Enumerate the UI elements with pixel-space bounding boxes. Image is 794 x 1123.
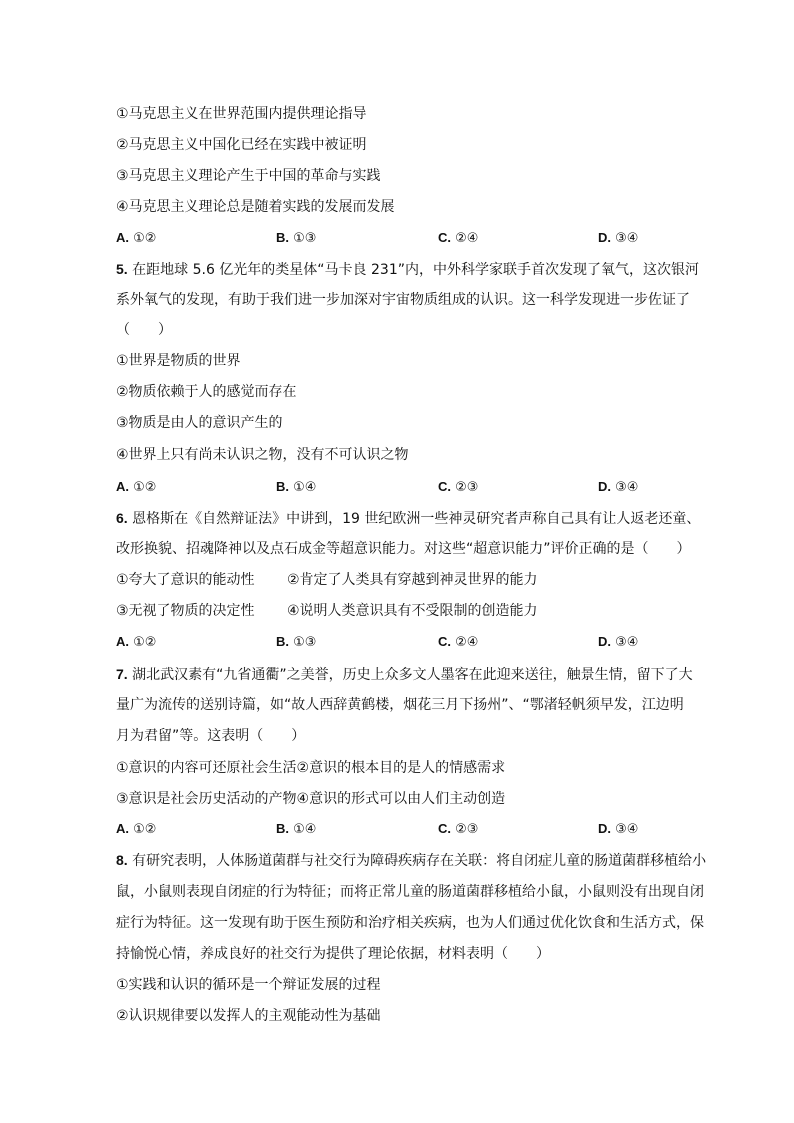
q8-stem-line-4: 持愉悦心情，养成良好的社交行为提供了理论依据，材料表明（ ）: [116, 946, 550, 962]
q6-stem-line-1: 6. 恩格斯在《自然辩证法》中讲到，19 世纪欧洲一些神灵研究者声称自己具有让人返老还童、: [116, 510, 701, 527]
q6-statement-1: ①夸大了意识的能动性: [116, 572, 255, 588]
q5-option-c: C. ②③: [438, 479, 479, 495]
q4-option-b: B. ①③: [276, 230, 317, 246]
q6-stem-line-2: 改形换貌、招魂降神以及点石成金等超意识能力。对这些“超意识能力”评价正确的是（ ）: [116, 541, 691, 557]
q7-statements-line-2: ③意识是社会历史活动的产物④意识的形式可以由人们主动创造: [116, 791, 506, 807]
q7-stem-line-3: 月为君留”等。这表明（ ）: [116, 728, 306, 744]
q5-stem-line-2: 系外氧气的发现，有助于我们进一步加深对宇宙物质组成的认识。这一科学发现进一步佐证了: [116, 292, 690, 308]
q5-statement-1: ①世界是物质的世界: [116, 353, 241, 369]
q4-statement-3: ③马克思主义理论产生于中国的革命与实践: [116, 168, 381, 184]
q5-statement-3: ③物质是由人的意识产生的: [116, 415, 283, 431]
q8-stem-line-1: 8. 有研究表明，人体肠道菌群与社交行为障碍疾病存在关联：将自闭症儿童的肠道菌群移植给小: [116, 852, 707, 869]
q7-option-c: C. ②③: [438, 821, 479, 837]
q8-number: 8.: [116, 852, 128, 868]
q6-option-b: B. ①③: [276, 634, 317, 650]
q7-stem-line-1: 7. 湖北武汉素有“九省通衢”之美誉，历史上众多文人墨客在此迎来送往，触景生情，留下了大: [116, 666, 693, 683]
q7-option-d: D. ③④: [598, 821, 639, 837]
q4-statement-2: ②马克思主义中国化已经在实践中被证明: [116, 137, 367, 153]
q5-option-d: D. ③④: [598, 479, 639, 495]
q5-stem-line-1: 5. 在距地球 5.6 亿光年的类星体“马卡良 231”内，中外科学家联手首次发现了氧气，这次银河: [116, 261, 699, 278]
q4-statement-1: ①马克思主义在世界范围内提供理论指导: [116, 106, 367, 122]
q5-stem-line-3: （ ）: [116, 322, 172, 338]
q6-option-a: A. ①②: [116, 634, 157, 650]
q4-option-d: D. ③④: [598, 230, 639, 246]
q8-stem-line-2: 鼠，小鼠则表现自闭症的行为特征；而将正常儿童的肠道菌群移植给小鼠，小鼠则没有出现自闭: [116, 884, 704, 900]
q6-statement-4: ④说明人类意识具有不受限制的创造能力: [287, 603, 538, 619]
q7-option-b: B. ①④: [276, 821, 317, 837]
q6-statement-3: ③无视了物质的决定性: [116, 603, 255, 619]
q5-statement-2: ②物质依赖于人的感觉而存在: [116, 384, 297, 400]
q6-statement-2: ②肯定了人类具有穿越到神灵世界的能力: [287, 572, 538, 588]
q7-option-a: A. ①②: [116, 821, 157, 837]
q5-option-a: A. ①②: [116, 479, 157, 495]
q7-statements-line-1: ①意识的内容可还原社会生活②意识的根本目的是人的情感需求: [116, 760, 506, 776]
q5-option-b: B. ①④: [276, 479, 317, 495]
q6-option-c: C. ②④: [438, 634, 479, 650]
q4-statement-4: ④马克思主义理论总是随着实践的发展而发展: [116, 199, 395, 215]
q4-option-a: A. ①②: [116, 230, 157, 246]
q5-statement-4: ④世界上只有尚未认识之物，没有不可认识之物: [116, 447, 409, 463]
q6-option-d: D. ③④: [598, 634, 639, 650]
q5-number: 5.: [116, 261, 128, 277]
q6-number: 6.: [116, 510, 128, 526]
q4-option-c: C. ②④: [438, 230, 479, 246]
q7-stem-line-2: 量广为流传的送别诗篇，如“故人西辞黄鹤楼，烟花三月下扬州”、“鄂渚轻帆须早发，江边明: [116, 697, 684, 713]
q8-statement-2: ②认识规律要以发挥人的主观能动性为基础: [116, 1008, 381, 1024]
q8-stem-line-3: 症行为特征。这一发现有助于医生预防和治疗相关疾病，也为人们通过优化饮食和生活方式，保: [116, 915, 704, 931]
q7-number: 7.: [116, 666, 128, 682]
q8-statement-1: ①实践和认识的循环是一个辩证发展的过程: [116, 977, 381, 993]
